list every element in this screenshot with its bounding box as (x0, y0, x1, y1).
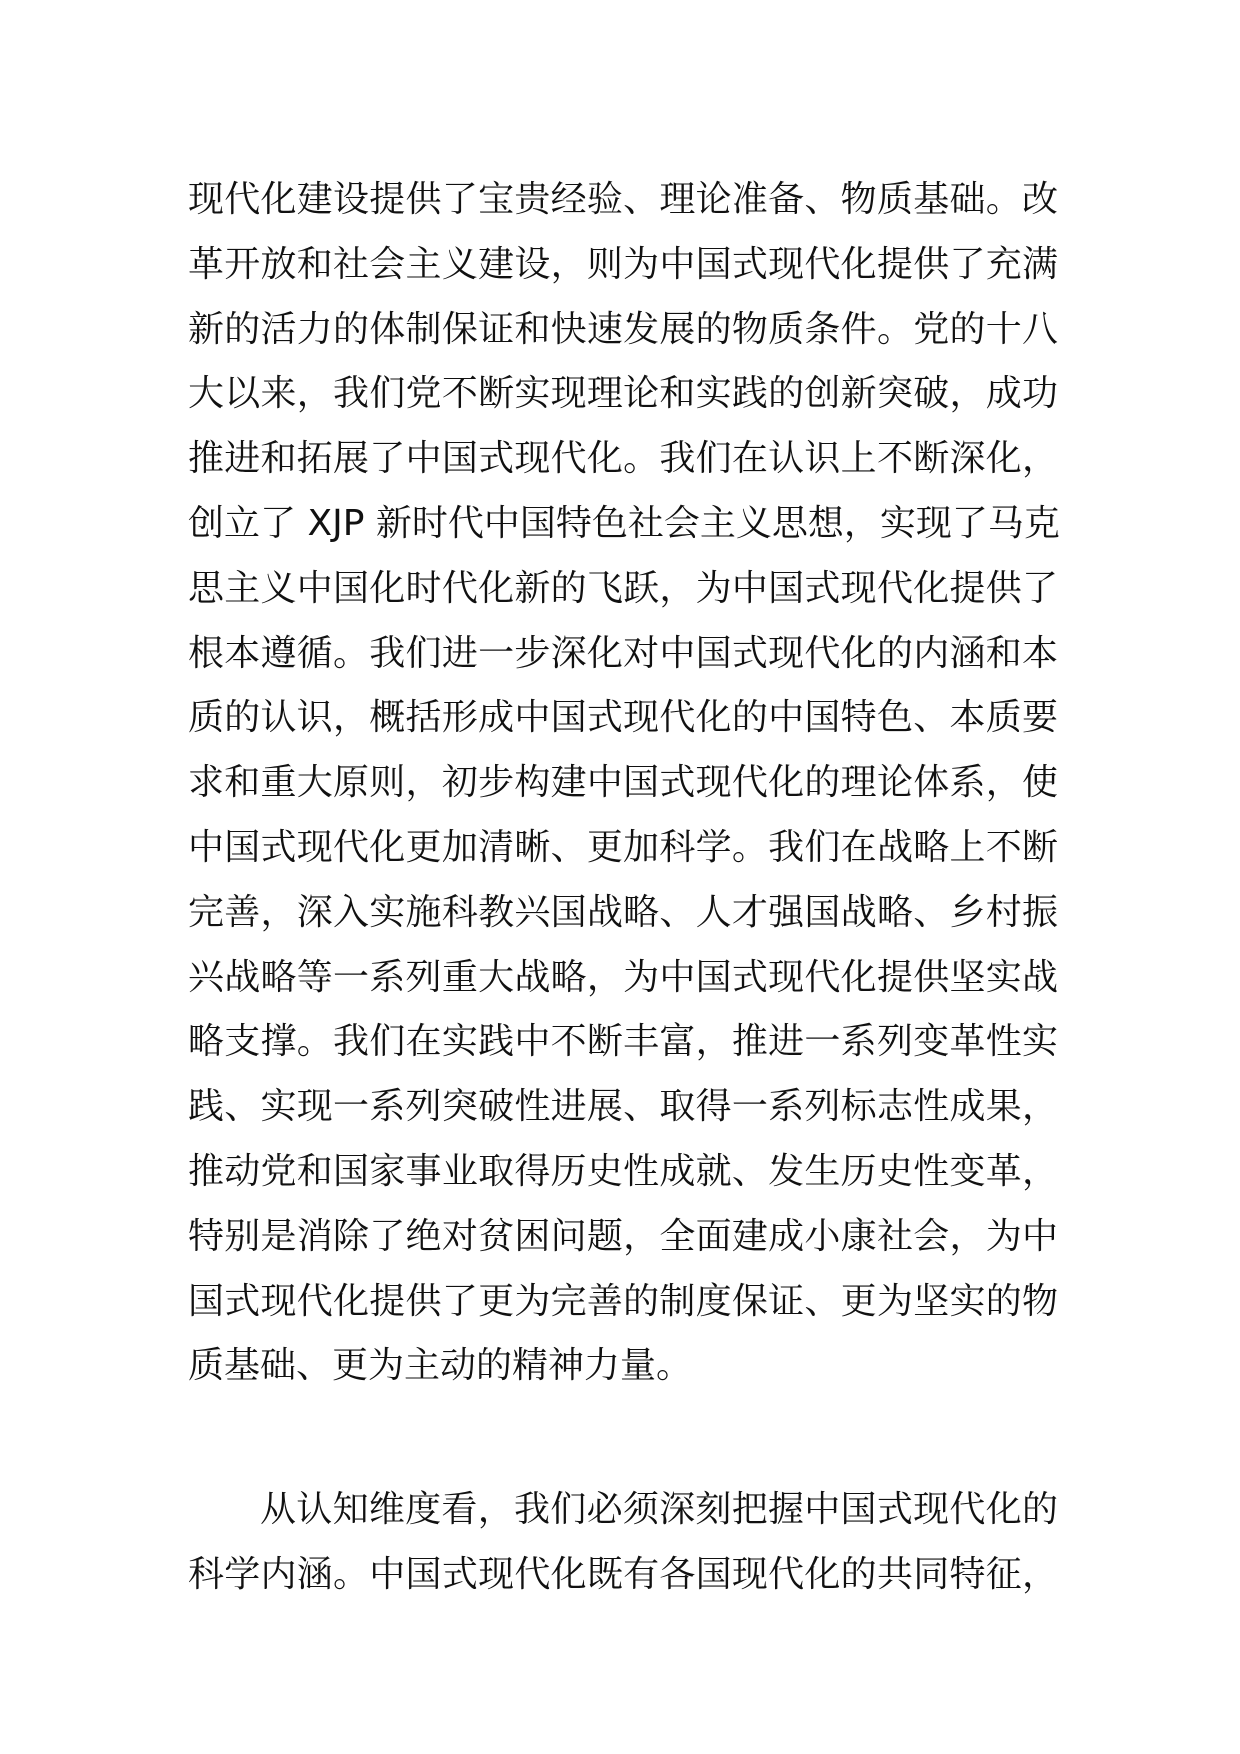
paragraph-line: 现代化建设提供了宝贵经验、理论准备、物质基础。改 (188, 179, 1058, 220)
paragraph-line: 略支撑。我们在实践中不断丰富，推进一系列变革性实 (188, 1021, 1058, 1063)
paragraph-line: 国式现代化提供了更为完善的制度保证、更为坚实的物 (188, 1280, 1058, 1322)
paragraph-line: 创立了 XJP 新时代中国特色社会主义思想，实现了马克 (188, 502, 1060, 544)
paragraph-line: 革开放和社会主义建设，则为中国式现代化提供了充满 (188, 243, 1058, 285)
paragraph-2 (188, 1478, 1058, 1608)
paragraph-line: 质的认识，概括形成中国式现代化的中国特色、本质要 (188, 697, 1058, 739)
paragraph-line: 中国式现代化更加清晰、更加科学。我们在战略上不断 (188, 826, 1058, 868)
paragraph-line: 从认知维度看，我们必须深刻把握中国式现代化的 (260, 1489, 1058, 1530)
paragraph-line: 推动党和国家事业取得历史性成就、发生历史性变革， (188, 1150, 1058, 1192)
paragraph-line: 践、实现一系列突破性进展、取得一系列标志性成果， (188, 1086, 1058, 1128)
paragraph-line: 根本遵循。我们进一步深化对中国式现代化的内涵和本 (188, 632, 1058, 674)
paragraph-line: 质基础、更为主动的精神力量。 (188, 1345, 693, 1387)
paragraph-line: 求和重大原则，初步构建中国式现代化的理论体系，使 (188, 762, 1058, 804)
paragraph-line: 特别是消除了绝对贫困问题，全面建成小康社会，为中 (188, 1215, 1058, 1257)
paragraph-line: 兴战略等一系列重大战略，为中国式现代化提供坚实战 (188, 956, 1058, 998)
paragraph-line: 大以来，我们党不断实现理论和实践的创新突破，成功 (188, 373, 1058, 415)
paragraph-1 (188, 168, 1058, 1399)
paragraph-line: 思主义中国化时代化新的飞跃，为中国式现代化提供了 (188, 567, 1058, 609)
paragraph-line: 新的活力的体制保证和快速发展的物质条件。党的十八 (188, 308, 1058, 350)
paragraph-line: 完善，深入实施科教兴国战略、人才强国战略、乡村振 (188, 891, 1058, 933)
paragraph-line: 推进和拓展了中国式现代化。我们在认识上不断深化， (188, 438, 1058, 480)
paragraph-line: 科学内涵。中国式现代化既有各国现代化的共同特征， (188, 1553, 1058, 1595)
